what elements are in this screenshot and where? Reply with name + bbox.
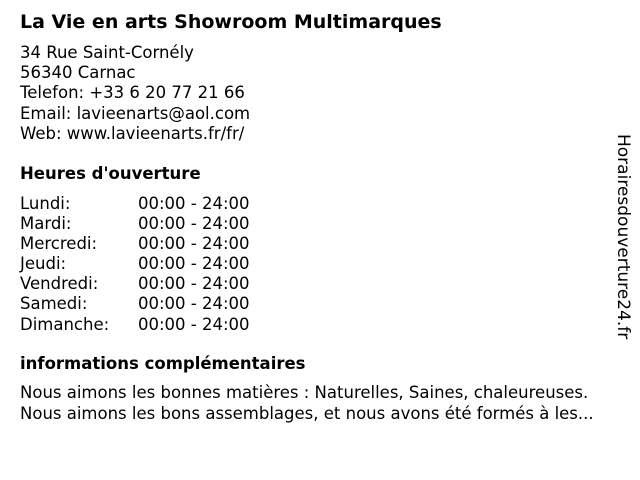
- business-title: La Vie en arts Showroom Multimarques: [20, 11, 442, 33]
- time-range: 00:00 - 24:00: [138, 194, 250, 213]
- address-block: [20, 43, 250, 144]
- street-address: 34 Rue Saint-Cornély: [20, 43, 194, 62]
- info-line: Nous aimons les bonnes matières : Naturelles, Saines, chaleureuses.: [20, 383, 589, 402]
- hours-row-friday: [20, 274, 250, 294]
- watermark-text: Horairesdouverture24.fr: [613, 134, 633, 340]
- time-range: 00:00 - 24:00: [138, 214, 250, 234]
- day-label: Mardi:: [20, 214, 72, 234]
- hours-row-tuesday: [20, 214, 250, 234]
- additional-info-heading: informations complémentaires: [20, 354, 306, 373]
- time-range: 00:00 - 24:00: [138, 314, 250, 334]
- opening-hours-heading: Heures d'ouverture: [20, 164, 201, 183]
- time-range: 00:00 - 24:00: [138, 274, 250, 294]
- day-label: Samedi:: [20, 294, 88, 314]
- city-postcode: 56340 Carnac: [20, 63, 136, 83]
- additional-info-text: [20, 383, 620, 424]
- hours-row-thursday: [20, 254, 250, 274]
- hours-row-sunday: [20, 315, 250, 335]
- email-address: Email: lavieenarts@aol.com: [20, 103, 251, 123]
- day-label: Mercredi:: [20, 234, 98, 254]
- time-range: 00:00 - 24:00: [138, 294, 250, 314]
- info-line: Nous aimons les bons assemblages, et nous avons été formés à les...: [20, 403, 594, 423]
- watermark-vertical: [612, 134, 634, 346]
- hours-row-monday: [20, 194, 250, 214]
- day-label: Lundi:: [20, 194, 71, 213]
- hours-row-wednesday: [20, 234, 250, 254]
- hours-row-saturday: [20, 294, 250, 314]
- phone-number: Telefon: +33 6 20 77 21 66: [20, 83, 245, 103]
- day-label: Dimanche:: [20, 314, 110, 334]
- time-range: 00:00 - 24:00: [138, 254, 250, 274]
- day-label: Jeudi:: [20, 254, 67, 274]
- opening-hours-list: [20, 194, 250, 335]
- website: Web: www.lavieenarts.fr/fr/: [20, 123, 245, 143]
- day-label: Vendredi:: [20, 274, 99, 294]
- time-range: 00:00 - 24:00: [138, 234, 250, 254]
